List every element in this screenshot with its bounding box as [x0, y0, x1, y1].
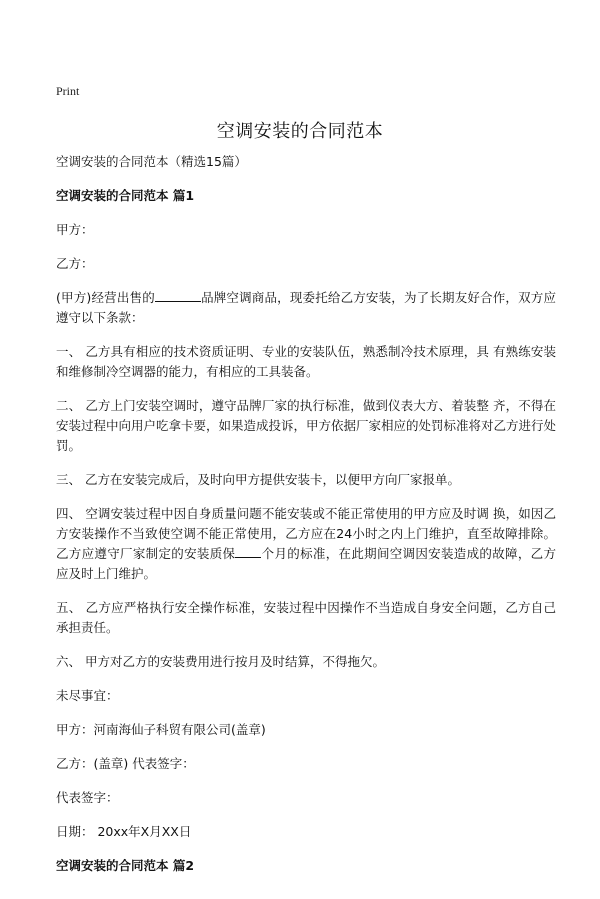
- document-title: 空调安装的合同范本: [216, 121, 384, 142]
- unfinished-matters: 未尽事宜：: [56, 688, 119, 703]
- signature-party-a: 甲方：河南海仙子科贸有限公司(盖章): [56, 722, 266, 737]
- signature-party-b: 乙方：(盖章) 代表签字：: [56, 756, 195, 771]
- clause-4: [56, 504, 556, 584]
- clause-4-text-end: 个月的标准，在此期间空调因安装造成的故障，乙方应及时上门维护。: [56, 546, 556, 581]
- representative-signature: 代表签字：: [56, 790, 119, 805]
- intro-paragraph: [56, 288, 556, 328]
- clause-4-text-start: 四、 空调安装过程中因自身质量问题不能安装或不能正常使用的甲方应及时调 换，如因乙方安装操作不当致使空调不能正常使用，乙方应在24小时之内上门维护，直至故障排除。乙方应遵守厂家制定的安装质保: [56, 506, 556, 561]
- clause-2: 二、 乙方上门安装空调时，遵守品牌厂家的执行标准，做到仪表大方、着装整 齐，不得在安装过程中向用户吃拿卡要，如果造成投诉，甲方依据厂家相应的处罚标准将对乙方进行处罚。: [56, 398, 557, 453]
- clause-3: 三、 乙方在安装完成后，及时向甲方提供安装卡，以便甲方向厂家报单。: [56, 472, 460, 487]
- clause-5: 五、 乙方应严格执行安全操作标准，安装过程中因操作不当造成自身安全问题，乙方自己承担责任。: [56, 600, 556, 635]
- brand-blank-line: [155, 289, 201, 302]
- date-line: 日期： 20xx年X月XX日: [56, 824, 192, 839]
- clause-6: 六、 甲方对乙方的安装费用进行按月及时结算，不得拖欠。: [56, 654, 385, 669]
- subtitle: 空调安装的合同范本（精选15篇）: [56, 154, 247, 169]
- intro-text-end: 品牌空调商品，现委托给乙方安装，为了长期友好合作，双方应遵守以下条款：: [56, 290, 556, 325]
- warranty-months-blank-line: [235, 545, 261, 558]
- party-a-line: 甲方：: [56, 222, 94, 237]
- print-label: Print: [56, 84, 80, 98]
- clause-1: 一、 乙方具有相应的技术资质证明、专业的安装队伍，熟悉制冷技术原理，具 有熟练安装和维修制冷空调器的能力，有相应的工具装备。: [56, 344, 556, 379]
- section-heading-1: 空调安装的合同范本 篇1: [56, 188, 195, 203]
- document-body: [56, 152, 556, 890]
- section-heading-2: 空调安装的合同范本 篇2: [56, 858, 195, 873]
- party-b-line: 乙方：: [56, 256, 94, 271]
- intro-text-start: (甲方)经营出售的: [56, 290, 155, 305]
